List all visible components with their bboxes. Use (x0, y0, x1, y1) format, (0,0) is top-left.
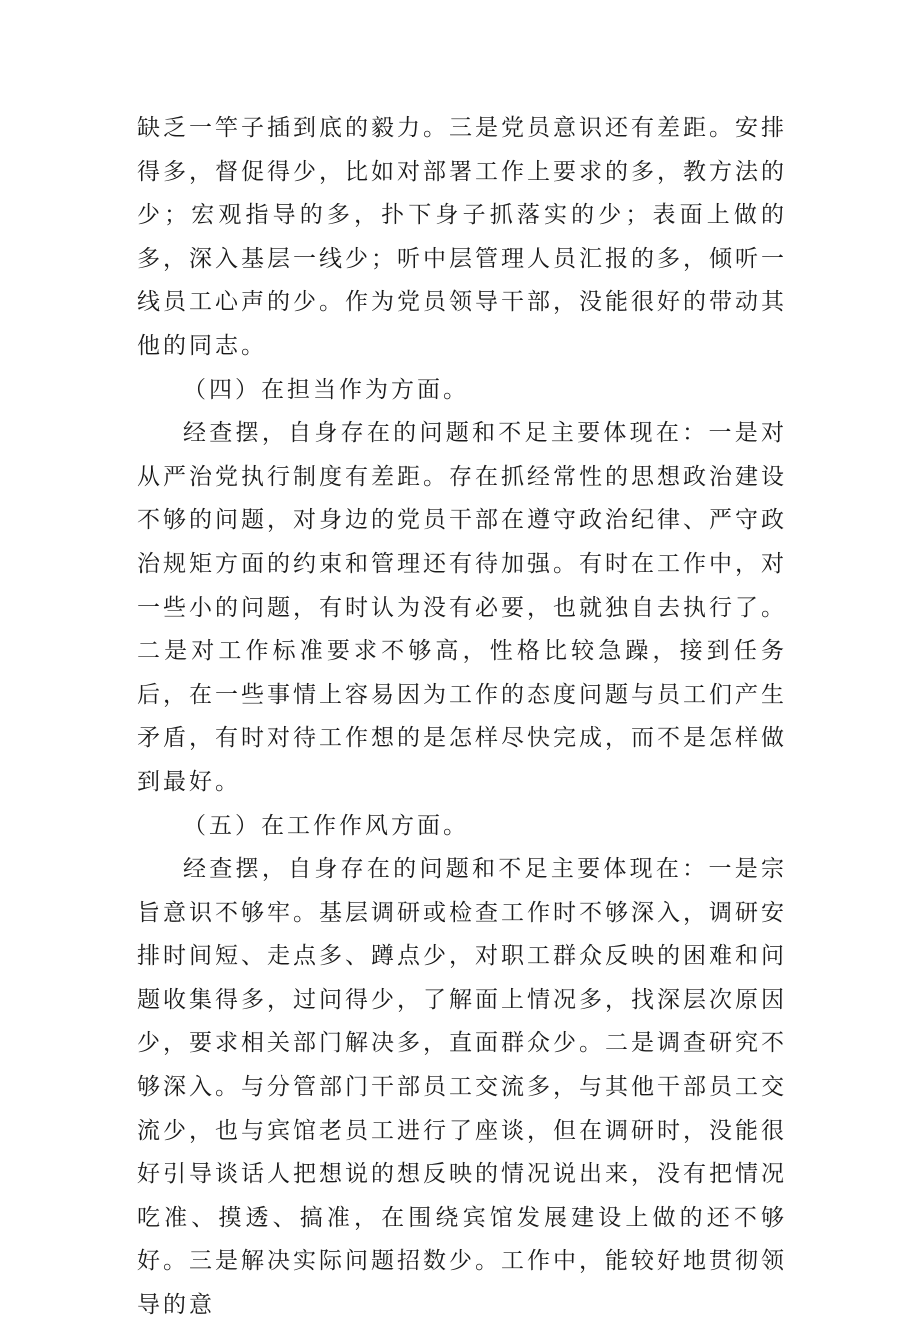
paragraph-section-5: 经查摆，自身存在的问题和不足主要体现在：一是宗旨意识不够牢。基层调研或检查工作时不够深入，调研安排时间短、走点多、蹲点少，对职工群众反映的困难和问题收集得多，过问得少，了解面上情况多，找深层次原因少，要求相关部门解决多，直面群众少。二是调查研究不够深入。与分管部门干部员工交流多，与其他干部员工交流少，也与宾馆老员工进行了座谈，但在调研时，没能很好引导谈话人把想说的想反映的情况说出来，没有把情况吃准、摸透、搞准，在围绕宾馆发展建设上做的还不够好。三是解决实际问题招数少。工作中，能较好地贯彻领导的意 (137, 856, 787, 1319)
paragraph-section-4: 经查摆，自身存在的问题和不足主要体现在：一是对从严治党执行制度有差距。存在抓经常性的思想政治建设不够的问题，对身边的党员干部在遵守政治纪律、严守政治规矩方面的约束和管理还有待加强。有时在工作中，对一些小的问题，有时认为没有必要，也就独自去执行了。二是对工作标准要求不够高，性格比较急躁，接到任务后，在一些事情上容易因为工作的态度问题与员工们产生矛盾，有时对待工作想的是怎样尽快完成，而不是怎样做到最好。 (137, 420, 787, 795)
section-heading-4: （四）在担当作为方面。 (183, 376, 469, 403)
document-body (137, 107, 787, 1328)
section-heading-5: （五）在工作作风方面。 (183, 812, 469, 839)
paragraph-continuation: 缺乏一竿子插到底的毅力。三是党员意识还有差距。安排得多，督促得少，比如对部署工作上要求的多，教方法的少；宏观指导的多，扑下身子抓落实的少；表面上做的多，深入基层一线少；听中层管理人员汇报的多，倾听一线员工心声的少。作为党员领导干部，没能很好的带动其他的同志。 (137, 115, 787, 359)
